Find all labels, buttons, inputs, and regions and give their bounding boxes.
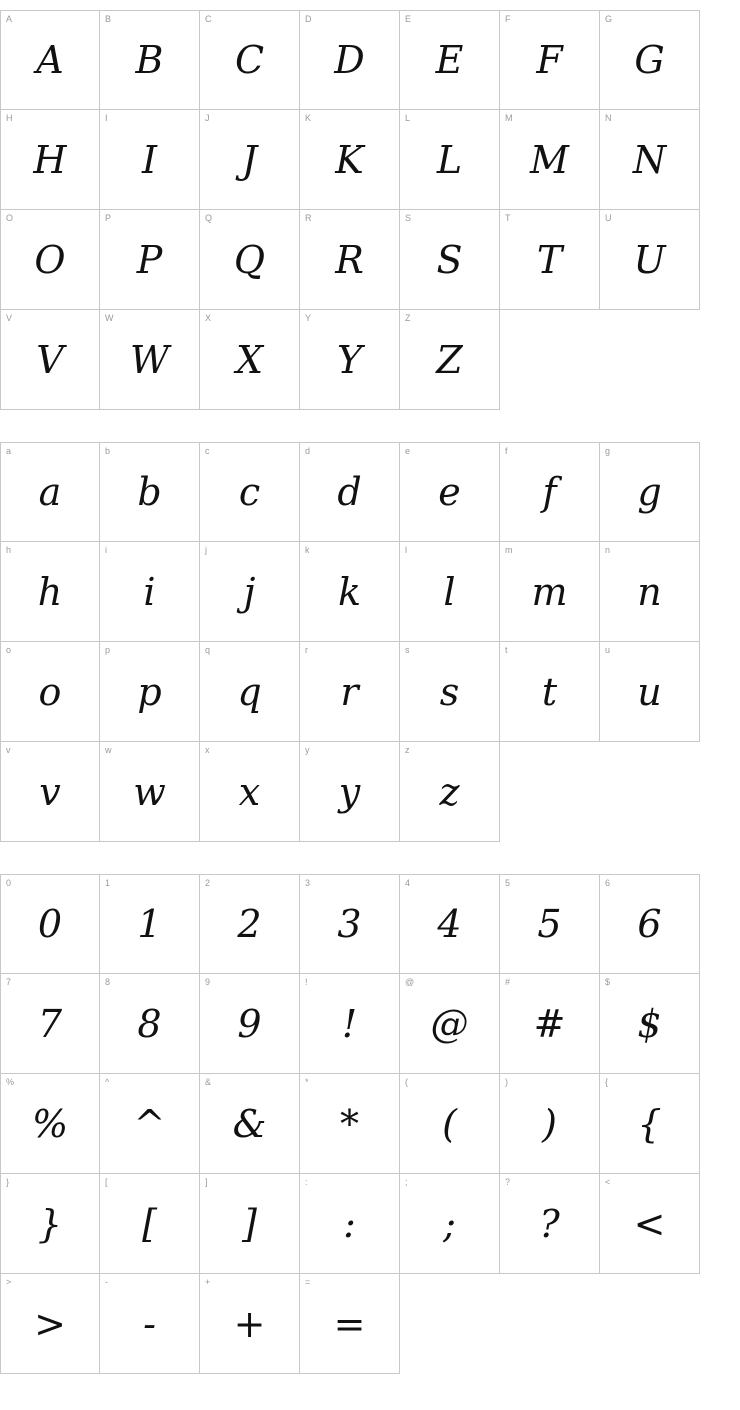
glyph-cell-character: f <box>542 470 557 514</box>
glyph-cell-character: U <box>633 237 666 282</box>
glyph-cell-label: h <box>6 545 12 555</box>
glyph-cell <box>500 1174 600 1274</box>
glyph-cell-label: ? <box>505 1177 511 1187</box>
glyph-cell-character: L <box>436 137 463 182</box>
glyph-cell <box>0 1274 100 1374</box>
glyph-cell-label: g <box>605 446 611 456</box>
glyph-cell-character: # <box>533 1001 566 1046</box>
glyph-cell <box>100 874 200 974</box>
glyph-cell <box>0 10 100 110</box>
glyph-cell-character: c <box>238 470 261 514</box>
glyph-cell-label: t <box>505 645 508 655</box>
glyph-cell-character: O <box>34 237 66 282</box>
glyph-cell-label: T <box>505 213 511 223</box>
glyph-cell-character: ; <box>443 1201 456 1246</box>
glyph-cell <box>300 210 400 310</box>
glyph-cell-character: [ <box>142 1201 157 1246</box>
glyph-cell <box>300 1074 400 1174</box>
glyph-cell <box>500 1074 600 1174</box>
glyph-cell-character: + <box>233 1301 266 1346</box>
glyph-cell-character: p <box>137 669 162 714</box>
glyph-cell-character: 7 <box>37 1001 63 1046</box>
glyph-cell-label: = <box>305 1277 311 1287</box>
glyph-cell-label: o <box>6 645 12 655</box>
glyph-cell-label: ) <box>505 1077 508 1087</box>
glyph-cell <box>0 742 100 842</box>
glyph-cell <box>200 874 300 974</box>
glyph-cell-character: w <box>133 769 166 814</box>
glyph-cell-character: 1 <box>137 902 162 946</box>
glyph-cell-label: A <box>6 14 13 24</box>
glyph-cell-character: k <box>337 569 362 614</box>
glyph-cell-character: l <box>443 569 456 614</box>
glyph-cell-character: s <box>439 669 460 714</box>
glyph-cell <box>200 1174 300 1274</box>
glyph-cell <box>200 742 300 842</box>
glyph-cell-character: 9 <box>237 1001 262 1046</box>
glyph-cell-character: G <box>634 38 665 82</box>
glyph-cell <box>100 1174 200 1274</box>
glyph-cell-label: H <box>6 113 13 123</box>
glyph-cell <box>300 974 400 1074</box>
glyph-cell <box>200 110 300 210</box>
glyph-cell <box>200 10 300 110</box>
glyph-cell <box>300 542 400 642</box>
glyph-cell-character: C <box>234 38 265 82</box>
glyph-cell-label: a <box>6 446 12 456</box>
glyph-cell-label: U <box>605 213 612 223</box>
glyph-cell-character: = <box>333 1301 366 1346</box>
glyph-cell <box>300 642 400 742</box>
glyph-cell-character: x <box>238 769 261 814</box>
glyph-cell-character: g <box>637 470 662 514</box>
glyph-cell <box>400 642 500 742</box>
glyph-cell-character: > <box>34 1301 66 1346</box>
glyph-cell-character: d <box>337 470 362 514</box>
glyph-cell-label: r <box>305 645 308 655</box>
glyph-cell-label: 5 <box>505 878 511 888</box>
glyph-cell-label: - <box>105 1277 108 1287</box>
glyph-cell-character: < <box>633 1201 666 1246</box>
glyph-cell <box>300 10 400 110</box>
glyph-cell <box>300 310 400 410</box>
glyph-cell-character: V <box>36 337 64 382</box>
glyph-cell <box>500 542 600 642</box>
glyph-cell <box>400 110 500 210</box>
glyph-cell-character: ] <box>242 1201 257 1246</box>
glyph-cell <box>200 642 300 742</box>
glyph-cell-character: 5 <box>537 902 562 946</box>
glyph-cell <box>500 642 600 742</box>
glyph-cell-character: A <box>36 38 64 82</box>
glyph-cell <box>300 110 400 210</box>
glyph-cell-label: e <box>405 446 411 456</box>
glyph-cell <box>600 110 700 210</box>
glyph-cell-character: v <box>39 769 61 814</box>
glyph-cell-label: # <box>505 977 511 987</box>
glyph-cell-character: T <box>536 237 563 282</box>
glyph-cell <box>600 1074 700 1174</box>
glyph-cell <box>600 874 700 974</box>
glyph-cell <box>100 110 200 210</box>
glyph-cell <box>100 10 200 110</box>
glyph-cell-character: 6 <box>637 902 662 946</box>
glyph-cell-label: P <box>105 213 112 223</box>
glyph-cell <box>500 110 600 210</box>
glyph-cell-label: M <box>505 113 513 123</box>
font-specimen-sheet <box>0 10 740 1410</box>
glyph-cell-label: % <box>6 1077 15 1087</box>
glyph-cell-label: v <box>6 745 11 755</box>
glyph-cell-label: X <box>205 313 212 323</box>
glyph-cell-label: l <box>405 545 407 555</box>
glyph-cell-character: a <box>38 470 62 514</box>
glyph-cell-character: $ <box>637 1001 662 1046</box>
glyph-cell <box>0 874 100 974</box>
glyph-cell-label: F <box>505 14 511 24</box>
glyph-cell-character: R <box>335 237 364 282</box>
glyph-cell-character: r <box>340 669 359 714</box>
glyph-cell-character: u <box>637 669 662 714</box>
glyph-cell <box>0 1174 100 1274</box>
glyph-cell-character: D <box>334 38 365 82</box>
glyph-cell <box>600 442 700 542</box>
glyph-cell-character: X <box>235 337 264 382</box>
glyph-cell <box>100 210 200 310</box>
glyph-cell-character: 0 <box>37 902 63 946</box>
glyph-cell <box>400 1174 500 1274</box>
glyph-cell <box>0 974 100 1074</box>
glyph-cell-label: B <box>105 14 112 24</box>
glyph-cell-label: $ <box>605 977 611 987</box>
glyph-cell-label: 3 <box>305 878 311 888</box>
glyph-cell <box>300 442 400 542</box>
glyph-cell <box>100 310 200 410</box>
glyph-cell-character: ( <box>442 1101 457 1146</box>
glyph-cell-character: 2 <box>237 902 262 946</box>
glyph-cell <box>400 10 500 110</box>
glyph-cell <box>100 742 200 842</box>
glyph-cell-label: ; <box>405 1177 408 1187</box>
glyph-cell-label: C <box>205 14 212 24</box>
glyph-cell <box>500 10 600 110</box>
glyph-cell-label: L <box>405 113 411 123</box>
glyph-cell-label: 6 <box>605 878 611 888</box>
glyph-cell-character: 8 <box>137 1001 162 1046</box>
glyph-cell-label: 7 <box>6 977 12 987</box>
glyph-cell-label: 8 <box>105 977 111 987</box>
glyph-cell <box>0 310 100 410</box>
glyph-cell-character: S <box>436 237 463 282</box>
glyph-cell-label: k <box>305 545 310 555</box>
glyph-cell-label: ^ <box>105 1077 110 1087</box>
glyph-cell-label: { <box>605 1077 609 1087</box>
glyph-cell <box>200 974 300 1074</box>
glyph-cell-character: : <box>343 1201 356 1246</box>
glyph-cell-character: e <box>438 470 461 514</box>
glyph-cell-character: ) <box>542 1101 557 1146</box>
glyph-cell-label: ] <box>205 1177 208 1187</box>
glyph-cell-character: W <box>129 337 170 382</box>
glyph-cell <box>0 642 100 742</box>
glyph-cell-character: { <box>637 1101 662 1146</box>
glyph-cell-character: K <box>335 137 364 182</box>
glyph-grid-lowercase <box>0 442 701 842</box>
glyph-cell <box>100 542 200 642</box>
glyph-cell <box>500 210 600 310</box>
glyph-cell <box>400 542 500 642</box>
glyph-cell-label: } <box>6 1177 10 1187</box>
glyph-cell-character: o <box>38 669 62 714</box>
glyph-cell-character: 3 <box>337 902 362 946</box>
glyph-cell-label: + <box>205 1277 211 1287</box>
glyph-cell-character: q <box>237 669 262 714</box>
glyph-cell <box>100 442 200 542</box>
glyph-cell <box>300 742 400 842</box>
glyph-cell-label: 9 <box>205 977 211 987</box>
glyph-cell-label: @ <box>405 977 415 987</box>
glyph-cell-label: [ <box>105 1177 108 1187</box>
glyph-cell <box>100 642 200 742</box>
glyph-cell <box>400 310 500 410</box>
glyph-cell-character: N <box>632 137 667 182</box>
glyph-cell <box>600 210 700 310</box>
glyph-cell-character: & <box>232 1101 267 1146</box>
glyph-cell <box>600 642 700 742</box>
glyph-cell-label: n <box>605 545 611 555</box>
glyph-cell-character: B <box>135 38 164 82</box>
glyph-cell-label: R <box>305 213 312 223</box>
glyph-cell-character: Z <box>436 337 463 382</box>
glyph-cell <box>200 210 300 310</box>
glyph-cell-character: i <box>143 569 156 614</box>
glyph-cell <box>100 1274 200 1374</box>
glyph-cell-character: j <box>243 569 256 614</box>
glyph-cell <box>0 542 100 642</box>
glyph-cell-label: 1 <box>105 878 111 888</box>
glyph-cell <box>200 1074 300 1174</box>
glyph-cell-label: < <box>605 1177 611 1187</box>
glyph-cell <box>500 974 600 1074</box>
glyph-cell-character: * <box>340 1101 359 1146</box>
glyph-cell-label: c <box>205 446 210 456</box>
glyph-cell-character: @ <box>430 1001 469 1046</box>
glyph-cell <box>300 1174 400 1274</box>
glyph-cell-label: Z <box>405 313 411 323</box>
glyph-cell-label: p <box>105 645 111 655</box>
glyph-cell-label: D <box>305 14 312 24</box>
glyph-cell-character: ! <box>341 1001 358 1046</box>
glyph-cell <box>100 1074 200 1174</box>
glyph-cell-label: j <box>205 545 207 555</box>
glyph-cell-character: t <box>541 669 558 714</box>
glyph-cell-character: I <box>141 137 157 182</box>
glyph-cell <box>400 974 500 1074</box>
glyph-cell-label: ! <box>305 977 308 987</box>
glyph-cell-label: m <box>505 545 513 555</box>
glyph-cell-label: Y <box>305 313 312 323</box>
glyph-cell-label: E <box>405 14 412 24</box>
glyph-cell-label: S <box>405 213 412 223</box>
glyph-cell-character: 4 <box>437 902 462 946</box>
glyph-cell-label: N <box>605 113 612 123</box>
glyph-cell-character: n <box>637 569 662 614</box>
glyph-cell <box>200 542 300 642</box>
glyph-cell <box>0 110 100 210</box>
glyph-cell <box>0 210 100 310</box>
glyph-cell <box>300 874 400 974</box>
glyph-cell-character: y <box>338 769 361 814</box>
glyph-cell <box>600 10 700 110</box>
glyph-cell-label: K <box>305 113 312 123</box>
glyph-cell <box>500 874 600 974</box>
glyph-cell-character: F <box>536 38 563 82</box>
glyph-cell <box>400 874 500 974</box>
glyph-cell-label: 4 <box>405 878 411 888</box>
glyph-cell-label: * <box>305 1077 309 1087</box>
glyph-grid-digits-symbols <box>0 874 701 1374</box>
glyph-cell-label: 0 <box>6 878 12 888</box>
glyph-cell-character: z <box>439 769 460 814</box>
glyph-cell <box>600 1174 700 1274</box>
glyph-cell-character: } <box>37 1201 63 1246</box>
glyph-cell-label: f <box>505 446 508 456</box>
glyph-cell-label: 2 <box>205 878 211 888</box>
glyph-cell-character: - <box>143 1301 156 1346</box>
glyph-cell <box>500 442 600 542</box>
glyph-cell-character: Y <box>336 337 363 382</box>
glyph-cell-label: y <box>305 745 310 755</box>
glyph-cell <box>0 1074 100 1174</box>
glyph-cell-label: V <box>6 313 13 323</box>
glyph-cell-character: m <box>531 569 568 614</box>
glyph-cell-character: b <box>137 470 162 514</box>
glyph-cell-label: z <box>405 745 410 755</box>
glyph-cell <box>400 442 500 542</box>
glyph-cell-label: s <box>405 645 410 655</box>
glyph-cell-label: O <box>6 213 14 223</box>
glyph-cell-character: ^ <box>133 1101 166 1146</box>
glyph-cell <box>400 742 500 842</box>
glyph-cell-label: > <box>6 1277 12 1287</box>
glyph-cell <box>0 442 100 542</box>
glyph-cell-label: & <box>205 1077 212 1087</box>
glyph-cell-label: : <box>305 1177 308 1187</box>
glyph-cell <box>400 210 500 310</box>
glyph-cell <box>600 974 700 1074</box>
glyph-cell-character: h <box>37 569 63 614</box>
glyph-cell <box>600 542 700 642</box>
glyph-cell-label: W <box>105 313 114 323</box>
glyph-grid-uppercase <box>0 10 701 410</box>
glyph-cell-character: ? <box>539 1201 560 1246</box>
glyph-cell-label: x <box>205 745 210 755</box>
glyph-cell-label: ( <box>405 1077 408 1087</box>
glyph-cell-label: b <box>105 446 111 456</box>
glyph-cell <box>300 1274 400 1374</box>
glyph-cell-character: M <box>530 137 569 182</box>
glyph-cell-character: E <box>435 38 464 82</box>
glyph-cell-label: q <box>205 645 211 655</box>
glyph-cell-label: I <box>105 113 108 123</box>
glyph-cell-character: H <box>33 137 67 182</box>
glyph-cell <box>400 1074 500 1174</box>
glyph-cell-label: u <box>605 645 611 655</box>
glyph-cell-character: J <box>241 137 258 182</box>
glyph-cell <box>200 310 300 410</box>
glyph-cell <box>100 974 200 1074</box>
glyph-cell-label: G <box>605 14 613 24</box>
glyph-cell-label: i <box>105 545 107 555</box>
glyph-cell <box>200 1274 300 1374</box>
glyph-cell <box>200 442 300 542</box>
glyph-cell-label: d <box>305 446 311 456</box>
glyph-cell-character: Q <box>233 237 266 282</box>
glyph-cell-character: % <box>31 1101 69 1146</box>
glyph-cell-character: P <box>136 237 163 282</box>
glyph-cell-label: J <box>205 113 210 123</box>
glyph-cell-label: w <box>105 745 112 755</box>
glyph-cell-label: Q <box>205 213 213 223</box>
